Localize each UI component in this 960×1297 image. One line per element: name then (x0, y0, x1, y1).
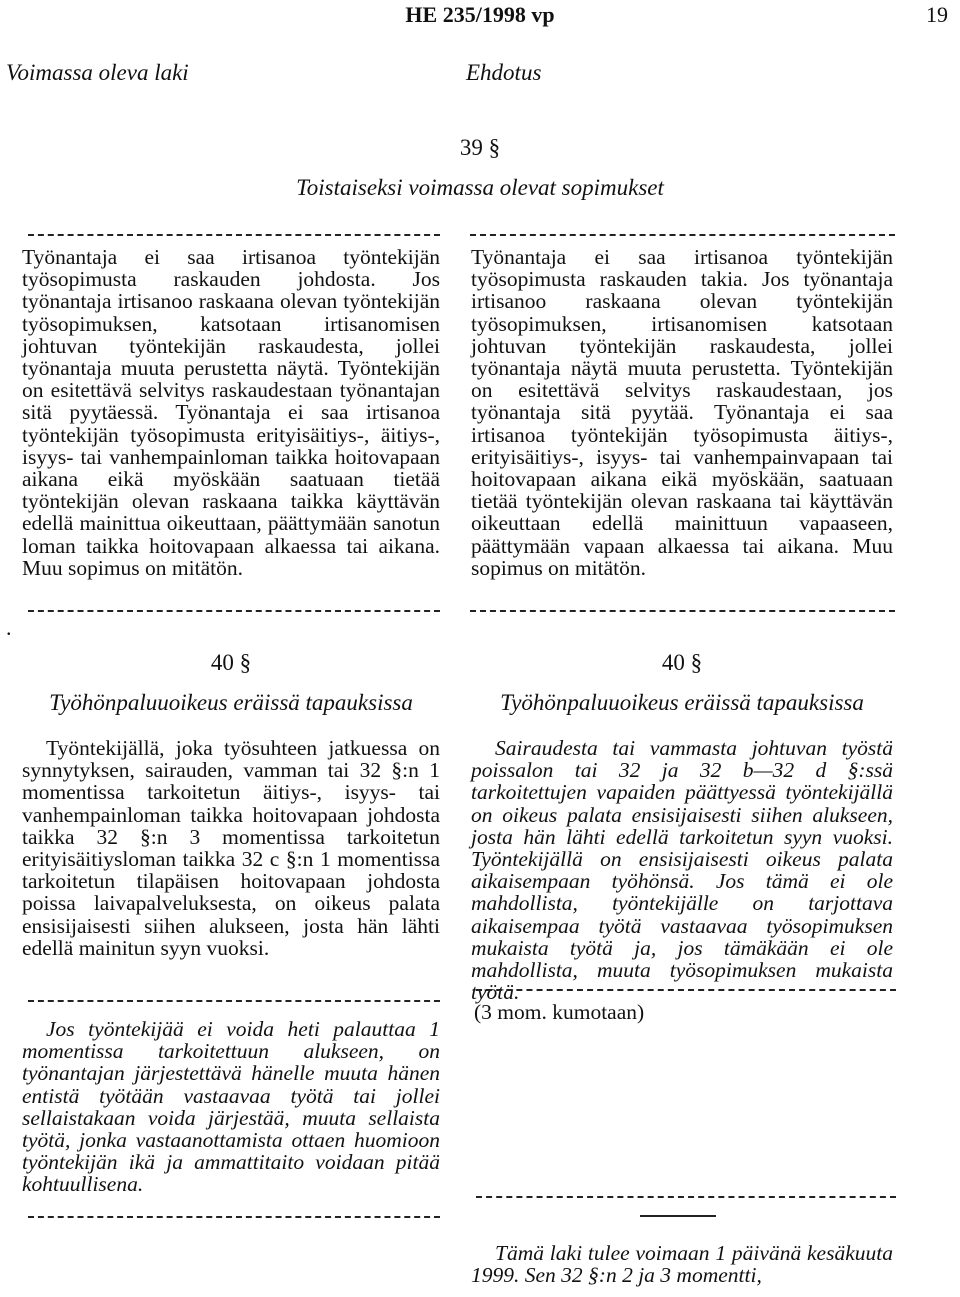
section-39-current-paragraph: Työnantaja ei saa irtisanoa työntekijän työsopimusta raskauden johdosta. Jos työnantaja irtisanoo raskaana olevan työntekijän työsopimuksen, katsotaan irtisanomisen johtuvan työntekijän raskaudesta, jollei työnantaja muuta perustetta näytä. Työntekijän on esitettävä selvitys raskaudestaan työnantajan sitä pyytäessä. Työnantaja ei saa irtisanoa työntekijän työsopimusta erityisäitiys-, äitiys-, isyys- tai vanhempainloman taikka hoitovapaan aikana eikä myöskään saatuaan tietää työntekijän olevan raskaana taikka käyttävän edellä mainittua oikeuttaan, päättymään sanotun loman taikka hoitovapaan alkaessa tai aikana. Muu sopimus on mitätön. (22, 245, 440, 580)
section-40-proposed-title: Työhönpaluuoikeus eräissä tapauksissa (500, 690, 864, 715)
section-40-current-title: Työhönpaluuoikeus eräissä tapauksissa (49, 690, 413, 715)
right-dashed-rule-mom2 (476, 989, 896, 991)
left-dashed-rule-mom2 (28, 1000, 440, 1002)
page-number: 19 (926, 2, 948, 27)
section-39-number: 39 § (459, 135, 501, 160)
right-dashed-rule-top (470, 234, 895, 236)
document-id: HE 235/1998 vp (405, 2, 555, 27)
section-40-current-paragraph-1: Työntekijällä, joka työsuhteen jatkuessa on synnytyksen, sairauden, vamman tai 32 §:n 1 momentissa tarkoitetun äitiys-, isyys- tai vanhempainloman taikka hoitovapaan johdosta taikka 32 §:n 3 momentissa tarkoitetun erityisäitiysloman taikka 32 c §:n 1 momentissa tarkoitetun tilapäisen hoitovapaan johdosta poissa laivapalveluksesta, on oikeus palata ensisijaisesti siihen alukseen, josta hän lähti edellä mainitun syyn vuoksi. (22, 736, 440, 960)
section-40-current-paragraph-2: Jos työntekijää ei voida heti palauttaa 1 momentissa tarkoitettuun alukseen, on työnantajan järjestettävä hänelle muuta hänen entistä työtään vastaavaa työtä tai jollei sellaistakaan voida järjestää, muuta sellaista työtä, jonka vastaanottamista ottaen huomioon työntekijän ikä ja ammattitaito voidaan pitää kohtuullisena. (22, 1017, 440, 1197)
section-40-current-text-1 (22, 737, 440, 959)
section-39-current-text (22, 246, 440, 579)
right-dashed-rule-bottom (470, 610, 895, 612)
left-column-title: Voimassa oleva laki (6, 60, 189, 85)
section-39-proposed-text (471, 246, 893, 579)
right-column-title: Ehdotus (466, 60, 542, 85)
short-separator-rule (640, 1215, 716, 1217)
effective-date-text (471, 1242, 893, 1286)
effective-date-paragraph: Tämä laki tulee voimaan 1 päivänä kesäkuuta 1999. Sen 32 §:n 2 ja 3 momentti, (471, 1241, 893, 1288)
section-40-current-number: 40 § (210, 650, 252, 675)
left-dashed-rule-top (28, 234, 440, 236)
section-40-mom3-removed: (3 mom. kumotaan) (474, 1000, 645, 1024)
section-39-title: Toistaiseksi voimassa olevat sopimukset (296, 175, 664, 200)
stray-dot: . (6, 615, 12, 640)
section-40-proposed-paragraph-1: Sairaudesta tai vammasta johtuvan työstä poissalon tai 32 ja 32 b—32 d §:ssä tarkoitettujen vapaiden päättyessä työntekijällä on oikeus palata ensisijaisesti siihen alukseen, josta hän lähti edellä tarkoitetun syyn vuoksi. Työntekijällä on ensisijaisesti oikeus palata aikaisempaan työhönsä. Jos tämä ei ole mahdollista, työntekijälle on tarjottava aikaisempaa työtä vastaavaa työsopimuksen mukaista työtä ja, jos tämäkään ei ole mahdollista, muuta työsopimuksen mukaista työtä. (471, 736, 893, 1005)
left-dashed-rule-end (28, 1216, 440, 1218)
right-dashed-rule-end (476, 1196, 896, 1198)
left-dashed-rule-bottom (28, 610, 440, 612)
section-39-proposed-paragraph: Työnantaja ei saa irtisanoa työntekijän työsopimusta raskauden takia. Jos työnantaja irtisanoo raskaana olevan työntekijän työsopimuksen, irtisanomisen katsotaan johtuvan työntekijän raskaudesta, jollei työnantaja näytä muuta perustetta. Työntekijän on esitettävä selvitys raskaudestaan, jos työnantaja sitä pyytää. Työnantaja ei saa irtisanoa työntekijän työsopimusta äitiys-, erityisäitiys-, isyys- tai vanhempainvapaan tai hoitovapaan aikana eikä myöskään, saatuaan tietää työntekijän olevan raskaana tai käyttävän oikeuttaan edellä mainittuun vapaaseen, päättymään vapaan alkaessa tai aikana. Muu sopimus on mitätön. (471, 245, 893, 580)
section-40-proposed-text-1 (471, 737, 893, 1003)
section-40-current-text-2 (22, 1018, 440, 1196)
section-40-proposed-number: 40 § (661, 650, 703, 675)
